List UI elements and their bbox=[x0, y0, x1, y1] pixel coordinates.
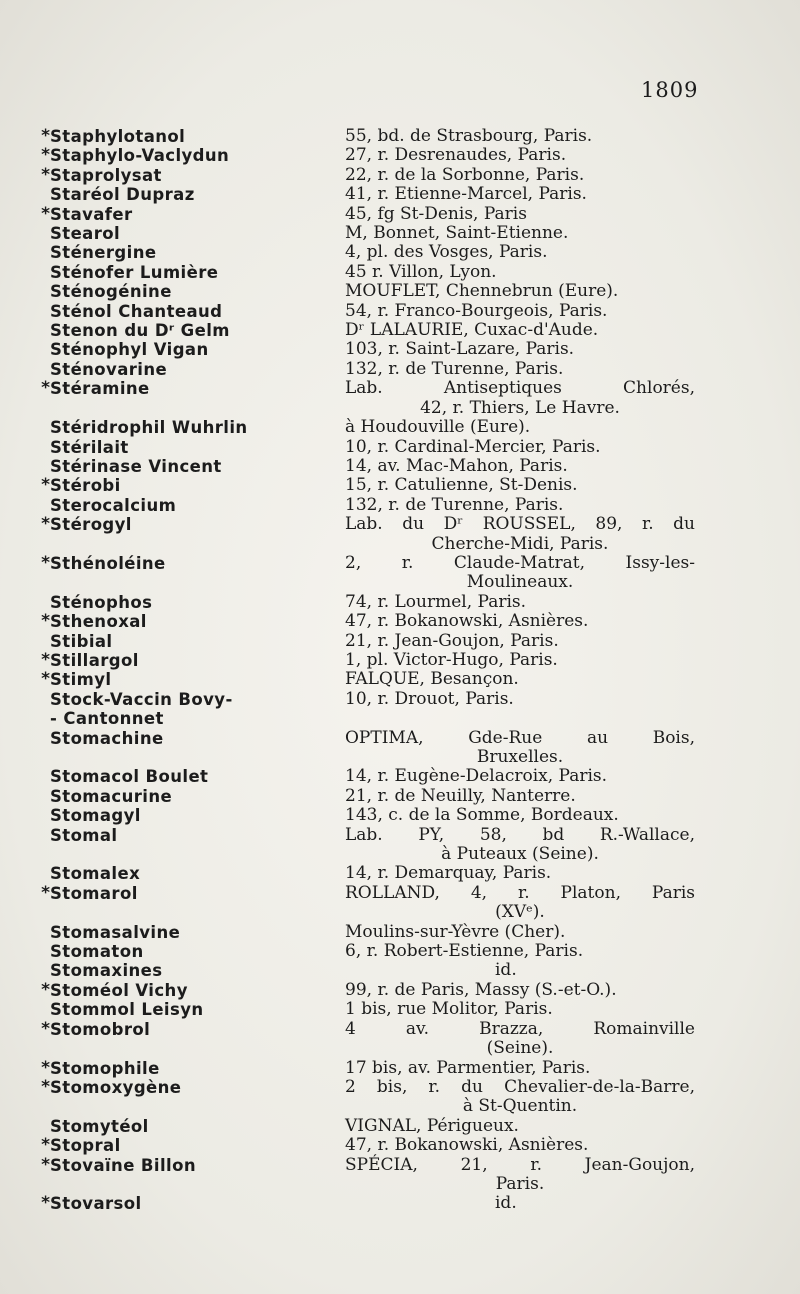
entry-address-line: 132, r. de Turenne, Paris. bbox=[345, 494, 564, 515]
entry-product-name: Stéridrophil Wuhrlin bbox=[50, 418, 248, 438]
entry-address bbox=[345, 651, 695, 670]
entry-address-line: 4, pl. des Vosges, Paris. bbox=[345, 242, 548, 263]
entry-address bbox=[345, 224, 695, 243]
entry-address bbox=[345, 282, 695, 301]
entry-address bbox=[345, 690, 695, 709]
entry-marker: * bbox=[41, 1057, 50, 1078]
entry-marker: * bbox=[41, 1135, 50, 1156]
entry-address-line: 14, av. Mac-Mahon, Paris. bbox=[345, 455, 568, 476]
entry-product-name: Stomachine bbox=[50, 728, 164, 748]
entry-address-line: 10, r. Cardinal-Mercier, Paris. bbox=[345, 436, 601, 457]
entry-product-name: Sténogénine bbox=[50, 282, 172, 302]
entry-address bbox=[345, 166, 695, 185]
entry-product-name: Stibial bbox=[50, 631, 113, 651]
entry-address-line: 10, r. Drouot, Paris. bbox=[345, 688, 514, 709]
entry-address-line: 143, c. de la Somme, Bordeaux. bbox=[345, 805, 619, 826]
entry-address bbox=[345, 263, 695, 282]
entry-address-line: SPÉCIA, 21, r. Jean-Goujon, bbox=[345, 1154, 695, 1175]
entry-row bbox=[0, 787, 800, 806]
entry-product-name: Sténovarine bbox=[50, 359, 168, 379]
entry-product-name: Sthénoléine bbox=[50, 553, 166, 573]
entry-product-name: Stenon du Dʳ Gelm bbox=[50, 321, 230, 341]
entry-address bbox=[345, 670, 695, 689]
entry-address bbox=[345, 826, 695, 865]
entry-row bbox=[0, 1078, 800, 1117]
entry-product-name: Sténophos bbox=[50, 592, 153, 612]
entry-address-line: 47, r. Bokanowski, Asnières. bbox=[345, 611, 589, 632]
entry-row bbox=[0, 554, 800, 593]
entry-address bbox=[345, 515, 695, 554]
entry-row bbox=[0, 1020, 800, 1059]
entry-row bbox=[0, 826, 800, 865]
entry-product-name: Stillargol bbox=[50, 650, 139, 670]
entry-product-name: Stéramine bbox=[50, 379, 150, 399]
entry-product-name: Stearol bbox=[50, 224, 121, 244]
entry-row bbox=[0, 127, 800, 146]
entry-address bbox=[345, 1020, 695, 1059]
entry-address-line: Lab. PY, 58, bd R.-Wallace, bbox=[345, 824, 695, 845]
entry-row bbox=[0, 340, 800, 359]
entry-product-name: Stopral bbox=[50, 1136, 121, 1156]
entry-row bbox=[0, 457, 800, 476]
entry-address-line: VIGNAL, Périgueux. bbox=[345, 1115, 519, 1136]
entry-product-name: Stock-Vaccin Bovy- - Cantonnet bbox=[50, 689, 233, 729]
entry-address-line: FALQUE, Besançon. bbox=[345, 669, 519, 690]
entry-address-line: (XVᵉ). bbox=[495, 902, 545, 923]
entry-address-line: 14, r. Demarquay, Paris. bbox=[345, 863, 552, 884]
entry-row bbox=[0, 942, 800, 961]
entry-product-name: Stomytéol bbox=[50, 1116, 149, 1136]
entry-address-line: id. bbox=[495, 1193, 517, 1214]
entry-address bbox=[345, 961, 695, 980]
entry-address-line: Moulins-sur-Yèvre (Cher). bbox=[345, 921, 566, 942]
entry-row bbox=[0, 243, 800, 262]
entry-address-line: 47, r. Bokanowski, Asnières. bbox=[345, 1135, 589, 1156]
entry-row bbox=[0, 806, 800, 825]
entry-address bbox=[345, 360, 695, 379]
entry-address-line: 45, fg St-Denis, Paris bbox=[345, 203, 527, 224]
entry-product-name: Stomaxines bbox=[50, 961, 163, 981]
entry-product-name: Staphylo-Vaclydun bbox=[50, 146, 230, 166]
entry-product-name: Staréol Dupraz bbox=[50, 185, 195, 205]
entry-row bbox=[0, 864, 800, 883]
entry-address-line: 54, r. Franco-Bourgeois, Paris. bbox=[345, 300, 608, 321]
entry-marker: * bbox=[41, 611, 50, 632]
entry-marker: * bbox=[41, 882, 50, 903]
page-number: 1809 bbox=[641, 78, 699, 102]
entry-product-name: Stomal bbox=[50, 825, 118, 845]
entry-address-line: (Seine). bbox=[486, 1038, 554, 1059]
entry-list bbox=[0, 127, 800, 1214]
entry-marker: * bbox=[41, 514, 50, 535]
entry-row bbox=[0, 321, 800, 340]
entry-product-name: Staprolysat bbox=[50, 165, 162, 185]
entry-row bbox=[0, 418, 800, 437]
entry-product-name: Stérogyl bbox=[50, 515, 132, 535]
entry-address bbox=[345, 1156, 695, 1195]
entry-product-name: Stérilait bbox=[50, 437, 129, 457]
entry-row bbox=[0, 515, 800, 554]
entry-address-line: id. bbox=[495, 960, 517, 981]
entry-row bbox=[0, 1156, 800, 1195]
entry-row bbox=[0, 185, 800, 204]
entry-marker: * bbox=[41, 1018, 50, 1039]
entry-marker: * bbox=[41, 649, 50, 670]
entry-address bbox=[345, 1078, 695, 1117]
entry-product-name: Stomagyl bbox=[50, 806, 141, 826]
entry-address-line: 4 av. Brazza, Romainville bbox=[345, 1018, 695, 1039]
entry-row bbox=[0, 496, 800, 515]
entry-row bbox=[0, 690, 800, 729]
entry-product-name: Stavafer bbox=[50, 204, 133, 224]
entry-row bbox=[0, 961, 800, 980]
entry-product-name: Sténofer Lumière bbox=[50, 262, 219, 282]
entry-address-line: 21, r. Jean-Goujon, Paris. bbox=[345, 630, 559, 651]
entry-product-name: Sténol Chanteaud bbox=[50, 301, 223, 321]
entry-address bbox=[345, 593, 695, 612]
entry-address-line: Dʳ LALAURIE, Cuxac-d'Aude. bbox=[345, 320, 599, 341]
entry-row bbox=[0, 884, 800, 923]
entry-address-line: à St-Quentin. bbox=[462, 1096, 578, 1117]
entry-product-name: Sténophyl Vigan bbox=[50, 340, 209, 360]
entry-product-name: Stérinase Vincent bbox=[50, 456, 222, 476]
entry-row bbox=[0, 923, 800, 942]
entry-address bbox=[345, 340, 695, 359]
entry-marker: * bbox=[41, 475, 50, 496]
entry-product-name: Stomarol bbox=[50, 883, 138, 903]
entry-row bbox=[0, 166, 800, 185]
entry-address bbox=[345, 884, 695, 923]
entry-address-line: à Houdouville (Eure). bbox=[345, 417, 531, 438]
entry-marker: * bbox=[41, 126, 50, 146]
entry-address bbox=[345, 942, 695, 961]
entry-address bbox=[345, 243, 695, 262]
entry-row bbox=[0, 729, 800, 768]
entry-address bbox=[345, 612, 695, 631]
entry-address-line: MOUFLET, Chennebrun (Eure). bbox=[345, 281, 619, 302]
entry-address-line: 42, r. Thiers, Le Havre. bbox=[420, 397, 620, 418]
entry-address-line: 55, bd. de Strasbourg, Paris. bbox=[345, 126, 593, 146]
entry-address-line: 17 bis, av. Parmentier, Paris. bbox=[345, 1057, 591, 1078]
entry-product-name: Stomacurine bbox=[50, 786, 173, 806]
entry-marker: * bbox=[41, 669, 50, 690]
entry-row bbox=[0, 360, 800, 379]
entry-row bbox=[0, 282, 800, 301]
entry-address bbox=[345, 767, 695, 786]
entry-product-name: Stimyl bbox=[50, 670, 112, 690]
entry-row bbox=[0, 224, 800, 243]
entry-address bbox=[345, 1059, 695, 1078]
entry-address-line: Paris. bbox=[495, 1173, 545, 1194]
entry-row bbox=[0, 767, 800, 786]
entry-row bbox=[0, 263, 800, 282]
entry-address bbox=[345, 1194, 695, 1213]
entry-product-name: Stovaïne Billon bbox=[50, 1155, 196, 1175]
entry-row bbox=[0, 302, 800, 321]
entry-address-line: 21, r. de Neuilly, Nanterre. bbox=[345, 785, 576, 806]
entry-address-line: 27, r. Desrenaudes, Paris. bbox=[345, 145, 567, 166]
entry-row bbox=[0, 379, 800, 418]
entry-marker: * bbox=[41, 552, 50, 573]
entry-address bbox=[345, 205, 695, 224]
entry-address bbox=[345, 923, 695, 942]
entry-product-name: Stommol Leisyn bbox=[50, 1000, 204, 1020]
entry-product-name: Stomacol Boulet bbox=[50, 767, 209, 787]
entry-address-line: 6, r. Robert-Estienne, Paris. bbox=[345, 941, 584, 962]
entry-address-line: M, Bonnet, Saint-Etienne. bbox=[345, 223, 569, 244]
entry-address-line: 99, r. de Paris, Massy (S.-et-O.). bbox=[345, 979, 617, 1000]
entry-row bbox=[0, 651, 800, 670]
entry-address bbox=[345, 864, 695, 883]
entry-address bbox=[345, 632, 695, 651]
entry-address-line: 1, pl. Victor-Hugo, Paris. bbox=[345, 649, 558, 670]
entry-address bbox=[345, 496, 695, 515]
entry-address bbox=[345, 321, 695, 340]
entry-address bbox=[345, 476, 695, 495]
entry-product-name: Stomaton bbox=[50, 942, 144, 962]
entry-address bbox=[345, 438, 695, 457]
entry-address-line: OPTIMA, Gde-Rue au Bois, bbox=[345, 727, 695, 748]
entry-marker: * bbox=[41, 1193, 50, 1214]
entry-product-name: Staphylotanol bbox=[50, 127, 186, 146]
entry-product-name: Stomasalvine bbox=[50, 922, 181, 942]
entry-marker: * bbox=[41, 378, 50, 399]
entry-address-line: 45 r. Villon, Lyon. bbox=[345, 261, 497, 282]
entry-address bbox=[345, 302, 695, 321]
entry-address bbox=[345, 729, 695, 768]
entry-address-line: ROLLAND, 4, r. Platon, Paris bbox=[345, 882, 695, 903]
entry-address bbox=[345, 379, 695, 418]
entry-product-name: Stovarsol bbox=[50, 1194, 142, 1214]
entry-address-line: 22, r. de la Sorbonne, Paris. bbox=[345, 164, 585, 185]
entry-address bbox=[345, 806, 695, 825]
entry-row bbox=[0, 1000, 800, 1019]
entry-address-line: Cherche-Midi, Paris. bbox=[431, 533, 609, 554]
entry-product-name: Stomophile bbox=[50, 1058, 160, 1078]
entry-marker: * bbox=[41, 1076, 50, 1097]
entry-product-name: Stomobrol bbox=[50, 1019, 151, 1039]
entry-address bbox=[345, 1136, 695, 1155]
entry-product-name: Sthenoxal bbox=[50, 612, 147, 632]
entry-address-line: 132, r. de Turenne, Paris. bbox=[345, 358, 564, 379]
entry-address-line: Lab. du Dʳ ROUSSEL, 89, r. du bbox=[345, 514, 695, 535]
entry-address-line: 14, r. Eugène-Delacroix, Paris. bbox=[345, 766, 608, 787]
entry-product-name: Sterocalcium bbox=[50, 495, 177, 515]
entry-address-line: 15, r. Catulienne, St-Denis. bbox=[345, 475, 578, 496]
entry-row bbox=[0, 632, 800, 651]
entry-address-line: Moulineaux. bbox=[466, 572, 574, 593]
entry-row bbox=[0, 438, 800, 457]
entry-marker: * bbox=[41, 979, 50, 1000]
entry-address bbox=[345, 457, 695, 476]
entry-row bbox=[0, 1059, 800, 1078]
entry-row bbox=[0, 670, 800, 689]
entry-address bbox=[345, 127, 695, 146]
entry-address bbox=[345, 146, 695, 165]
entry-address-line: 74, r. Lourmel, Paris. bbox=[345, 591, 527, 612]
entry-address-line: 1 bis, rue Molitor, Paris. bbox=[345, 999, 553, 1020]
entry-address-line: Lab. Antiseptiques Chlorés, bbox=[345, 378, 695, 399]
entry-marker: * bbox=[41, 164, 50, 185]
entry-row bbox=[0, 146, 800, 165]
entry-row bbox=[0, 593, 800, 612]
entry-address-line: à Puteaux (Seine). bbox=[441, 844, 599, 865]
entry-marker: * bbox=[41, 203, 50, 224]
entry-marker: * bbox=[41, 1154, 50, 1175]
entry-address bbox=[345, 981, 695, 1000]
entry-row bbox=[0, 1117, 800, 1136]
entry-address-line: 41, r. Etienne-Marcel, Paris. bbox=[345, 184, 587, 205]
entry-row bbox=[0, 1194, 800, 1213]
entry-address bbox=[345, 418, 695, 437]
entry-row bbox=[0, 1136, 800, 1155]
entry-product-name: Stomoxygène bbox=[50, 1077, 182, 1097]
entry-address bbox=[345, 1000, 695, 1019]
entry-row bbox=[0, 981, 800, 1000]
entry-product-name: Sténergine bbox=[50, 243, 157, 263]
entry-product-name: Stomalex bbox=[50, 864, 141, 884]
entry-row bbox=[0, 612, 800, 631]
entry-address-line: 103, r. Saint-Lazare, Paris. bbox=[345, 339, 575, 360]
entry-row bbox=[0, 205, 800, 224]
entry-address-line: Bruxelles. bbox=[476, 747, 564, 767]
entry-marker: * bbox=[41, 145, 50, 166]
entry-address bbox=[345, 787, 695, 806]
entry-product-name: Stoméol Vichy bbox=[50, 980, 188, 1000]
entry-address bbox=[345, 1117, 695, 1136]
entry-address-line: 2 bis, r. du Chevalier-de-la-Barre, bbox=[345, 1076, 695, 1097]
entry-row bbox=[0, 476, 800, 495]
entry-address bbox=[345, 554, 695, 593]
entry-product-name: Stérobi bbox=[50, 476, 121, 496]
entry-address-line: 2, r. Claude-Matrat, Issy-les- bbox=[345, 552, 695, 573]
entry-address bbox=[345, 185, 695, 204]
